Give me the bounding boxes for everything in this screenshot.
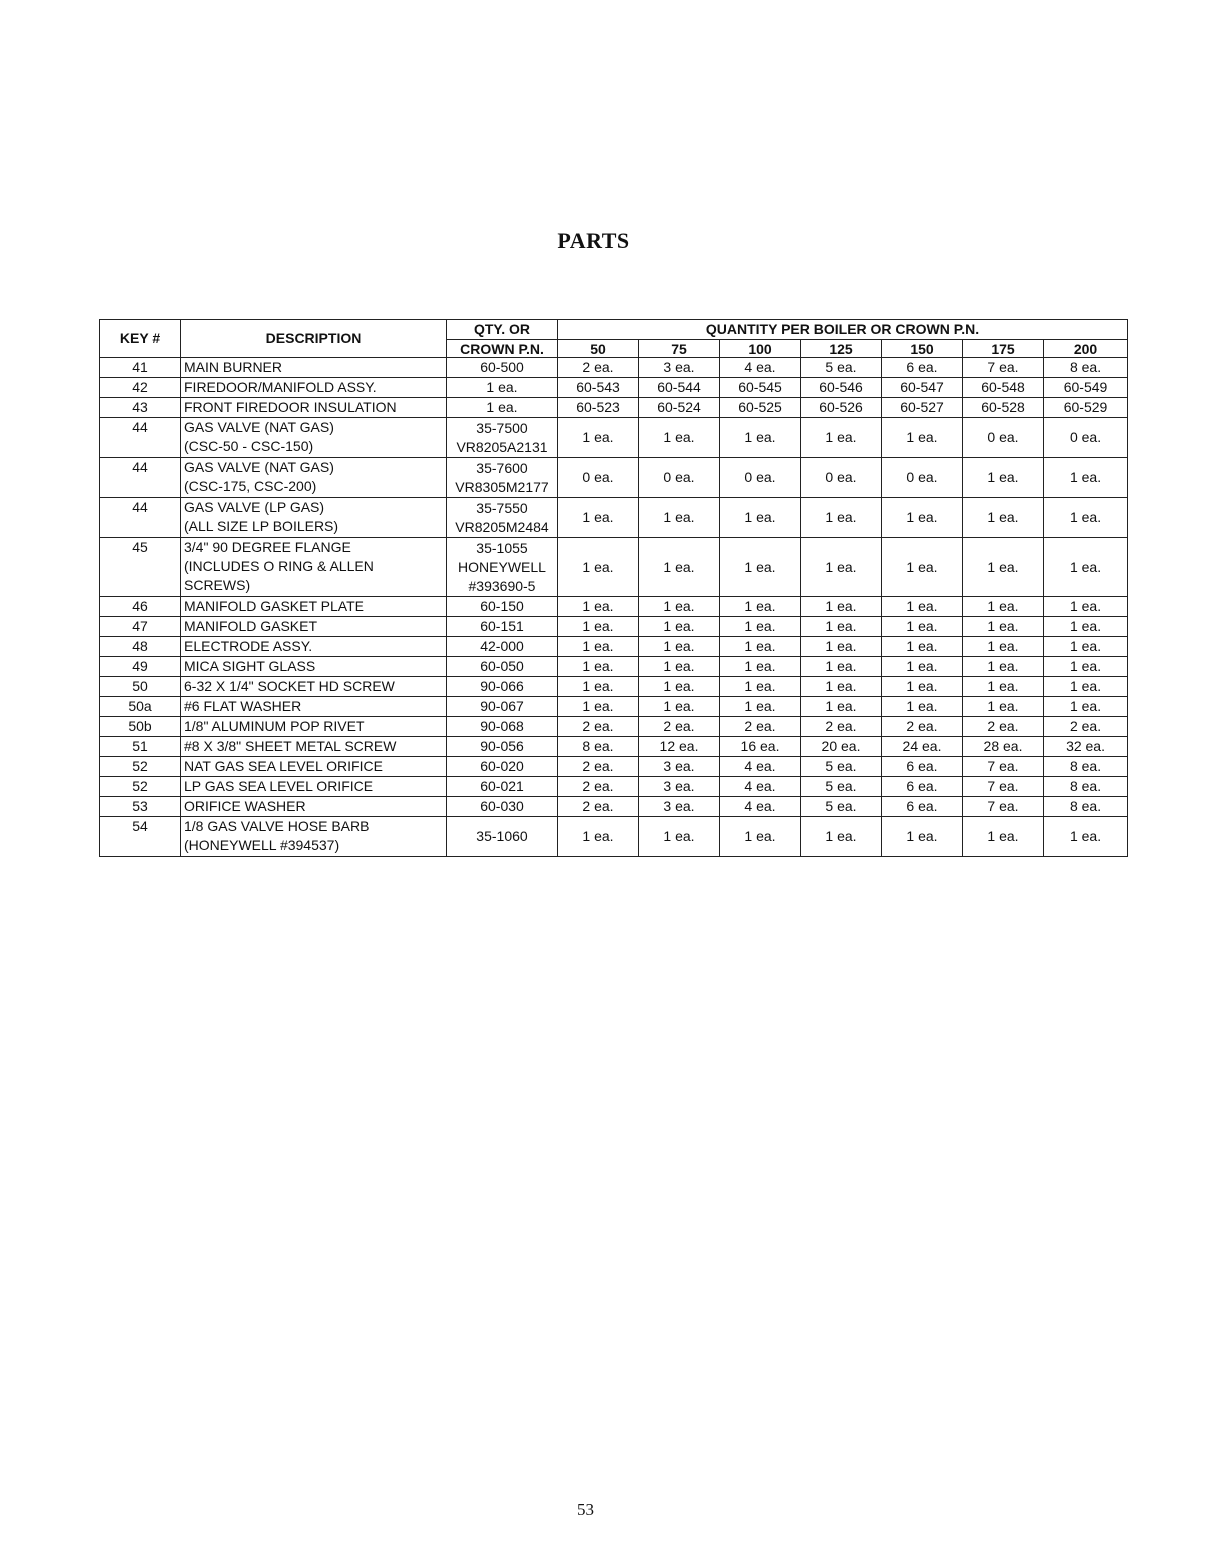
crown-pn-line: 35-7600 [476, 459, 528, 476]
quantity-cell: 1 ea. [882, 677, 963, 697]
quantity-cell: 0 ea. [963, 418, 1044, 458]
description-cell [181, 737, 447, 757]
quantity-cell: 0 ea. [639, 458, 720, 498]
crown-pn-line: 60-150 [480, 598, 524, 614]
quantity-cell: 1 ea. [558, 617, 639, 637]
quantity-cell: 1 ea. [963, 697, 1044, 717]
quantity-cell: 2 ea. [882, 717, 963, 737]
page-title: PARTS [557, 228, 630, 253]
crown-pn-cell [447, 657, 558, 677]
quantity-cell: 1 ea. [639, 498, 720, 538]
quantity-cell: 5 ea. [801, 777, 882, 797]
crown-pn-line: 60-020 [480, 758, 524, 774]
quantity-cell: 1 ea. [639, 677, 720, 697]
crown-pn-line: 90-066 [480, 678, 524, 694]
quantity-cell: 1 ea. [801, 677, 882, 697]
crown-pn-line: VR8305M2177 [455, 478, 549, 495]
crown-pn-cell [447, 777, 558, 797]
quantity-cell: 60-548 [963, 378, 1044, 398]
crown-pn-cell [447, 498, 558, 538]
quantity-cell: 6 ea. [882, 797, 963, 817]
quantity-cell: 3 ea. [639, 757, 720, 777]
size-header: 125 [801, 340, 882, 358]
crown-pn-line: 90-068 [480, 718, 524, 734]
table-row [100, 458, 1128, 498]
description-line: GAS VALVE (NAT GAS) [184, 459, 334, 475]
crown-pn-cell [447, 797, 558, 817]
description-line: MICA SIGHT GLASS [184, 658, 316, 674]
key-cell: 52 [100, 777, 181, 797]
description-cell [181, 418, 447, 458]
quantity-cell: 4 ea. [720, 757, 801, 777]
crown-pn-line: 1 ea. [486, 379, 518, 395]
crown-pn-line: 60-021 [480, 778, 524, 794]
table-row [100, 657, 1128, 677]
quantity-cell: 1 ea. [720, 657, 801, 677]
quantity-cell: 1 ea. [720, 817, 801, 857]
table-row [100, 597, 1128, 617]
table-row [100, 697, 1128, 717]
description-line: NAT GAS SEA LEVEL ORIFICE [184, 758, 383, 774]
crown-pn-cell [447, 597, 558, 617]
quantity-cell: 8 ea. [1044, 777, 1128, 797]
quantity-cell: 2 ea. [558, 797, 639, 817]
quantity-cell: 1 ea. [801, 617, 882, 637]
quantity-cell: 4 ea. [720, 358, 801, 378]
quantity-cell: 1 ea. [963, 817, 1044, 857]
quantity-cell: 1 ea. [1044, 597, 1128, 617]
quantity-cell: 1 ea. [558, 817, 639, 857]
quantity-cell: 1 ea. [1044, 617, 1128, 637]
quantity-cell: 0 ea. [801, 458, 882, 498]
description-line: 6-32 X 1/4" SOCKET HD SCREW [184, 678, 395, 694]
quantity-cell: 4 ea. [720, 797, 801, 817]
quantity-cell: 60-528 [963, 398, 1044, 418]
quantity-cell: 1 ea. [720, 617, 801, 637]
crown-pn-line: 60-500 [480, 359, 524, 375]
quantity-cell: 1 ea. [882, 817, 963, 857]
quantity-cell: 0 ea. [558, 458, 639, 498]
crown-pn-cell [447, 398, 558, 418]
quantity-cell: 0 ea. [720, 458, 801, 498]
quantity-cell: 1 ea. [882, 637, 963, 657]
quantity-cell: 1 ea. [639, 817, 720, 857]
table-row [100, 677, 1128, 697]
quantity-cell: 1 ea. [882, 498, 963, 538]
size-header: 75 [639, 340, 720, 358]
crown-pn-cell [447, 458, 558, 498]
quantity-cell: 60-544 [639, 378, 720, 398]
crown-pn-cell [447, 677, 558, 697]
size-header: 150 [882, 340, 963, 358]
quantity-cell: 1 ea. [639, 418, 720, 458]
description-line: (ALL SIZE LP BOILERS) [184, 518, 339, 534]
table-row [100, 498, 1128, 538]
key-cell: 44 [100, 498, 181, 538]
quantity-cell: 20 ea. [801, 737, 882, 757]
crown-pn-cell [447, 538, 558, 597]
crown-pn-line: 35-1055 [476, 539, 528, 556]
description-cell [181, 817, 447, 857]
crown-pn-line: #393690-5 [468, 577, 536, 594]
quantity-cell: 1 ea. [720, 498, 801, 538]
quantity-cell: 1 ea. [882, 657, 963, 677]
crown-pn-cell [447, 717, 558, 737]
table-row [100, 418, 1128, 458]
key-cell: 54 [100, 817, 181, 857]
quantity-cell: 8 ea. [1044, 797, 1128, 817]
key-cell: 42 [100, 378, 181, 398]
quantity-cell: 1 ea. [639, 597, 720, 617]
quantity-cell: 1 ea. [1044, 458, 1128, 498]
description-line: GAS VALVE (NAT GAS) [184, 419, 334, 435]
description-line: #8 X 3/8" SHEET METAL SCREW [184, 738, 397, 754]
quantity-cell: 24 ea. [882, 737, 963, 757]
page-number: 53 [577, 1500, 594, 1519]
quantity-cell: 1 ea. [963, 637, 1044, 657]
quantity-cell: 7 ea. [963, 757, 1044, 777]
table-row [100, 817, 1128, 857]
quantity-cell: 1 ea. [882, 538, 963, 597]
quantity-cell: 28 ea. [963, 737, 1044, 757]
key-cell: 46 [100, 597, 181, 617]
description-cell [181, 757, 447, 777]
quantity-cell: 4 ea. [720, 777, 801, 797]
quantity-cell: 1 ea. [801, 597, 882, 617]
table-row [100, 358, 1128, 378]
description-line: ELECTRODE ASSY. [184, 638, 313, 654]
quantity-cell: 1 ea. [882, 697, 963, 717]
quantity-cell: 1 ea. [963, 677, 1044, 697]
description-line: 1/8" ALUMINUM POP RIVET [184, 718, 365, 734]
quantity-cell: 1 ea. [801, 637, 882, 657]
size-header: 50 [558, 340, 639, 358]
key-cell: 44 [100, 458, 181, 498]
quantity-cell: 6 ea. [882, 358, 963, 378]
crown-pn-line: 90-067 [480, 698, 524, 714]
quantity-cell: 7 ea. [963, 777, 1044, 797]
quantity-cell: 12 ea. [639, 737, 720, 757]
quantity-cell: 1 ea. [963, 538, 1044, 597]
table-row [100, 777, 1128, 797]
quantity-cell: 1 ea. [639, 617, 720, 637]
description-line: (INCLUDES O RING & ALLEN [184, 558, 374, 574]
quantity-cell: 1 ea. [558, 597, 639, 617]
description-cell [181, 378, 447, 398]
description-cell [181, 358, 447, 378]
quantity-cell: 5 ea. [801, 797, 882, 817]
quantity-cell: 1 ea. [720, 418, 801, 458]
crown-pn-line: 1 ea. [486, 399, 518, 415]
quantity-cell: 60-546 [801, 378, 882, 398]
quantity-cell: 1 ea. [801, 697, 882, 717]
table-row [100, 797, 1128, 817]
key-cell: 49 [100, 657, 181, 677]
quantity-cell: 0 ea. [1044, 418, 1128, 458]
quantity-cell: 1 ea. [801, 817, 882, 857]
description-cell [181, 657, 447, 677]
description-line: FRONT FIREDOOR INSULATION [184, 399, 397, 415]
quantity-cell: 2 ea. [558, 358, 639, 378]
description-cell [181, 697, 447, 717]
crown-pn-cell [447, 757, 558, 777]
quantity-cell: 60-529 [1044, 398, 1128, 418]
quantity-cell: 1 ea. [720, 637, 801, 657]
size-header: 175 [963, 340, 1044, 358]
table-row [100, 757, 1128, 777]
description-line: FIREDOOR/MANIFOLD ASSY. [184, 379, 377, 395]
key-cell: 50 [100, 677, 181, 697]
description-line: MANIFOLD GASKET PLATE [184, 598, 364, 614]
crown-pn-line: HONEYWELL [458, 558, 546, 575]
key-cell: 43 [100, 398, 181, 418]
description-cell [181, 797, 447, 817]
quantity-cell: 1 ea. [801, 418, 882, 458]
table-row [100, 617, 1128, 637]
description-cell [181, 498, 447, 538]
crown-pn-cell [447, 697, 558, 717]
size-header: 200 [1044, 340, 1128, 358]
quantity-cell: 1 ea. [801, 498, 882, 538]
quantity-cell: 1 ea. [558, 498, 639, 538]
quantity-cell: 60-524 [639, 398, 720, 418]
quantity-cell: 1 ea. [882, 617, 963, 637]
quantity-cell: 2 ea. [639, 717, 720, 737]
crown-pn-cell [447, 418, 558, 458]
table-row [100, 378, 1128, 398]
quantity-cell: 1 ea. [558, 637, 639, 657]
description-cell [181, 458, 447, 498]
description-cell [181, 597, 447, 617]
quantity-cell: 1 ea. [1044, 817, 1128, 857]
quantity-cell: 1 ea. [558, 418, 639, 458]
quantity-cell: 3 ea. [639, 797, 720, 817]
quantity-cell: 1 ea. [558, 538, 639, 597]
quantity-group-header: QUANTITY PER BOILER OR CROWN P.N. [558, 320, 1128, 340]
quantity-cell: 1 ea. [558, 677, 639, 697]
quantity-cell: 1 ea. [558, 697, 639, 717]
description-line: MAIN BURNER [184, 359, 283, 375]
quantity-cell: 1 ea. [963, 597, 1044, 617]
quantity-cell: 8 ea. [1044, 757, 1128, 777]
quantity-cell: 5 ea. [801, 358, 882, 378]
description-line: GAS VALVE (LP GAS) [184, 499, 325, 515]
crown-pn-cell [447, 637, 558, 657]
quantity-cell: 6 ea. [882, 777, 963, 797]
quantity-cell: 1 ea. [639, 657, 720, 677]
quantity-cell: 2 ea. [720, 717, 801, 737]
quantity-cell: 8 ea. [558, 737, 639, 757]
quantity-cell: 1 ea. [720, 677, 801, 697]
quantity-cell: 16 ea. [720, 737, 801, 757]
description-cell [181, 677, 447, 697]
quantity-cell: 2 ea. [558, 777, 639, 797]
crown-pn-cell [447, 358, 558, 378]
description-cell [181, 717, 447, 737]
crown-pn-cell [447, 817, 558, 857]
description-line: #6 FLAT WASHER [184, 698, 302, 714]
key-cell: 50b [100, 717, 181, 737]
quantity-cell: 8 ea. [1044, 358, 1128, 378]
quantity-cell: 32 ea. [1044, 737, 1128, 757]
description-cell [181, 777, 447, 797]
parts-table-body [100, 358, 1128, 857]
description-line: (CSC-175, CSC-200) [184, 478, 317, 494]
quantity-cell: 1 ea. [1044, 677, 1128, 697]
quantity-cell: 60-525 [720, 398, 801, 418]
crown-pn-line: 60-151 [480, 618, 524, 634]
quantity-cell: 1 ea. [720, 697, 801, 717]
parts-table [99, 319, 1128, 857]
table-row [100, 538, 1128, 597]
description-cell [181, 538, 447, 597]
quantity-cell: 2 ea. [1044, 717, 1128, 737]
key-cell: 48 [100, 637, 181, 657]
crown-pn-line: 42-000 [480, 638, 524, 654]
quantity-cell: 60-526 [801, 398, 882, 418]
quantity-cell: 1 ea. [963, 617, 1044, 637]
key-cell: 51 [100, 737, 181, 757]
key-cell: 45 [100, 538, 181, 597]
key-header: KEY # [100, 320, 181, 358]
quantity-cell: 60-549 [1044, 378, 1128, 398]
quantity-cell: 2 ea. [963, 717, 1044, 737]
description-line: SCREWS) [184, 577, 251, 593]
qty-header-line2: CROWN P.N. [447, 340, 558, 358]
crown-pn-line: 35-1060 [476, 828, 528, 844]
crown-pn-line: VR8205M2484 [455, 518, 549, 535]
quantity-cell: 1 ea. [639, 538, 720, 597]
quantity-cell: 1 ea. [801, 657, 882, 677]
crown-pn-line: 35-7550 [476, 499, 528, 516]
quantity-cell: 1 ea. [1044, 538, 1128, 597]
quantity-cell: 3 ea. [639, 358, 720, 378]
description-line: ORIFICE WASHER [184, 798, 306, 814]
description-line: 1/8 GAS VALVE HOSE BARB [184, 818, 370, 834]
crown-pn-line: 90-056 [480, 738, 524, 754]
quantity-cell: 60-527 [882, 398, 963, 418]
quantity-cell: 2 ea. [558, 717, 639, 737]
description-line: (CSC-50 - CSC-150) [184, 438, 314, 454]
key-cell: 44 [100, 418, 181, 458]
quantity-cell: 1 ea. [558, 657, 639, 677]
table-row [100, 717, 1128, 737]
description-cell [181, 637, 447, 657]
quantity-cell: 1 ea. [720, 538, 801, 597]
qty-header-line1: QTY. OR [447, 320, 558, 340]
table-row [100, 398, 1128, 418]
quantity-cell: 2 ea. [558, 757, 639, 777]
key-cell: 41 [100, 358, 181, 378]
crown-pn-cell [447, 737, 558, 757]
crown-pn-cell [447, 617, 558, 637]
description-header: DESCRIPTION [181, 320, 447, 358]
quantity-cell: 1 ea. [1044, 697, 1128, 717]
table-row [100, 637, 1128, 657]
quantity-cell: 5 ea. [801, 757, 882, 777]
key-cell: 52 [100, 757, 181, 777]
crown-pn-line: VR8205A2131 [456, 438, 548, 455]
quantity-cell: 1 ea. [639, 697, 720, 717]
key-cell: 47 [100, 617, 181, 637]
description-line: MANIFOLD GASKET [184, 618, 318, 634]
quantity-cell: 3 ea. [639, 777, 720, 797]
quantity-cell: 7 ea. [963, 797, 1044, 817]
description-line: 3/4" 90 DEGREE FLANGE [184, 539, 351, 555]
quantity-cell: 6 ea. [882, 757, 963, 777]
quantity-cell: 1 ea. [1044, 657, 1128, 677]
quantity-cell: 60-545 [720, 378, 801, 398]
key-cell: 50a [100, 697, 181, 717]
table-row [100, 737, 1128, 757]
quantity-cell: 1 ea. [1044, 498, 1128, 538]
quantity-cell: 1 ea. [963, 458, 1044, 498]
quantity-cell: 60-547 [882, 378, 963, 398]
description-line: LP GAS SEA LEVEL ORIFICE [184, 778, 374, 794]
size-header: 100 [720, 340, 801, 358]
description-cell [181, 617, 447, 637]
quantity-cell: 1 ea. [963, 657, 1044, 677]
crown-pn-line: 60-030 [480, 798, 524, 814]
key-cell: 53 [100, 797, 181, 817]
quantity-cell: 1 ea. [882, 418, 963, 458]
description-line: (HONEYWELL #394537) [184, 837, 340, 853]
quantity-cell: 1 ea. [801, 538, 882, 597]
crown-pn-line: 60-050 [480, 658, 524, 674]
crown-pn-cell [447, 378, 558, 398]
description-cell [181, 398, 447, 418]
quantity-cell: 7 ea. [963, 358, 1044, 378]
quantity-cell: 60-543 [558, 378, 639, 398]
quantity-cell: 1 ea. [1044, 637, 1128, 657]
quantity-cell: 2 ea. [801, 717, 882, 737]
quantity-cell: 1 ea. [639, 637, 720, 657]
crown-pn-line: 35-7500 [476, 419, 528, 436]
quantity-cell: 60-523 [558, 398, 639, 418]
quantity-cell: 1 ea. [882, 597, 963, 617]
quantity-cell: 1 ea. [720, 597, 801, 617]
quantity-cell: 1 ea. [963, 498, 1044, 538]
quantity-cell: 0 ea. [882, 458, 963, 498]
